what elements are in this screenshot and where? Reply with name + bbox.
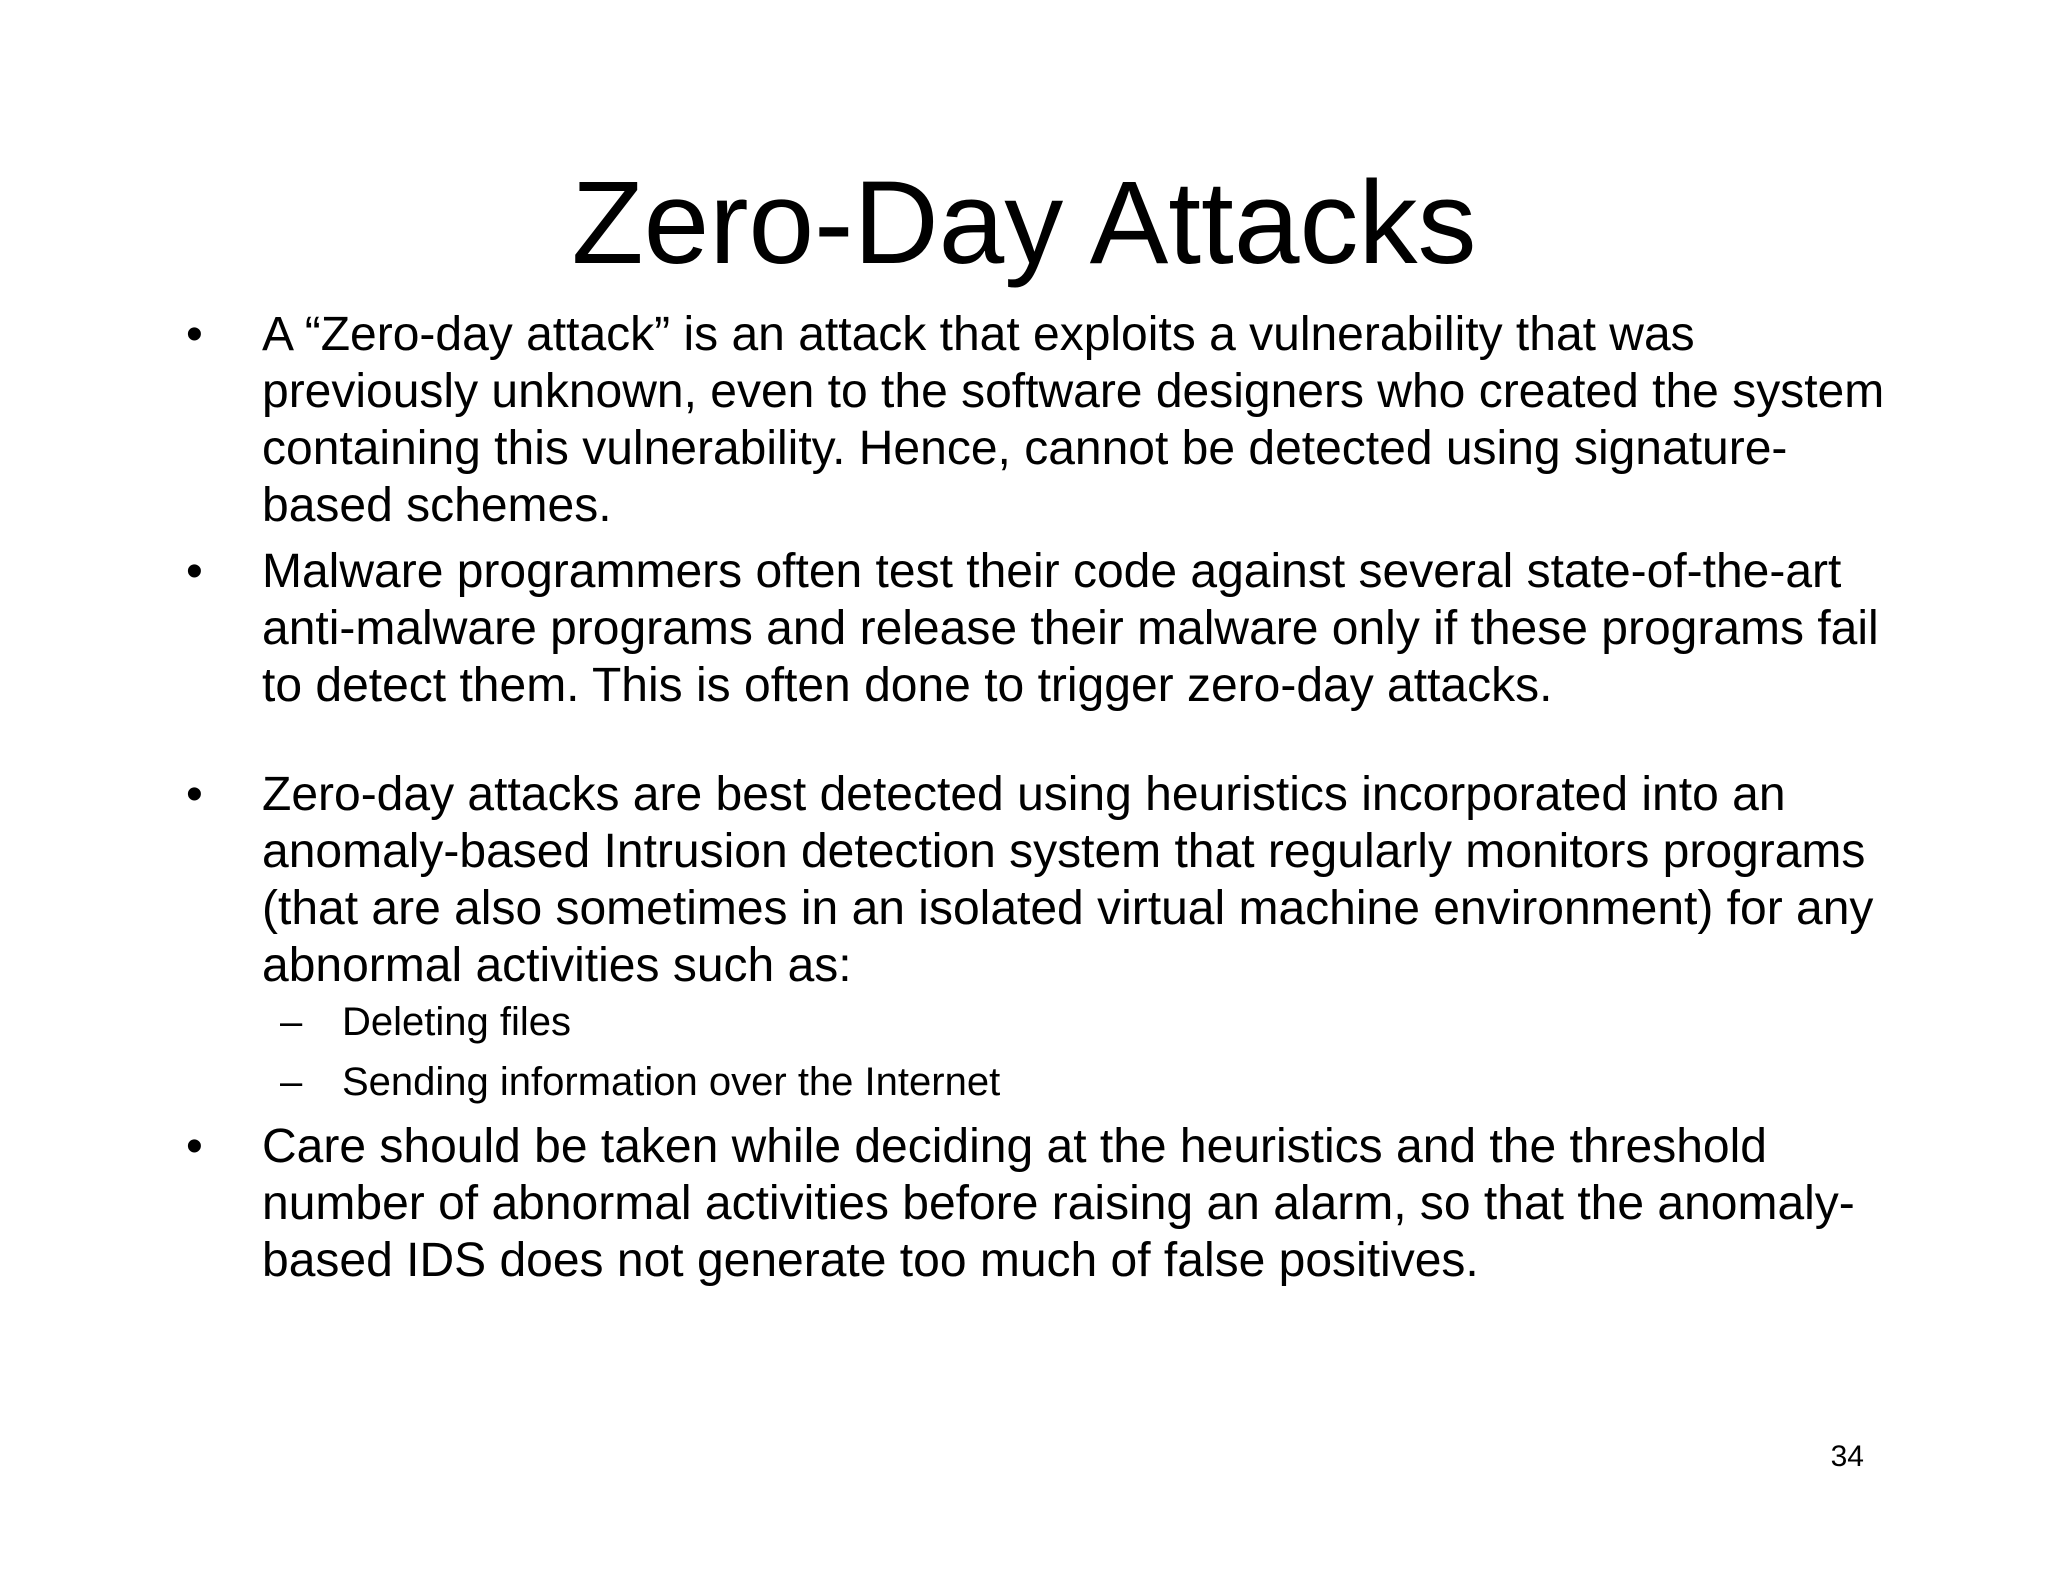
bullet-list bbox=[186, 306, 1902, 1298]
bullet-item-2 bbox=[186, 543, 1902, 714]
sub-bullet-marker: – bbox=[280, 1000, 303, 1044]
sub-bullet-marker: – bbox=[280, 1060, 303, 1104]
slide-title: Zero-Day Attacks bbox=[571, 157, 1477, 289]
sub-bullet-item-1 bbox=[280, 998, 1902, 1046]
bullet-item-4 bbox=[186, 1118, 1902, 1289]
bullet-marker: • bbox=[186, 768, 203, 821]
bullet-item-1 bbox=[186, 306, 1902, 534]
bullet-marker: • bbox=[186, 308, 203, 361]
bullet-text: Zero-day attacks are best detected using heuristics incorporated into an anomaly-based Intrusion detection system that regularly monitors programs (that are also sometimes in an isolated virtual machine environment) for any abnormal activities such as: bbox=[262, 768, 1874, 992]
sub-bullet-text: Sending information over the Internet bbox=[342, 1060, 1001, 1104]
bullet-marker: • bbox=[186, 545, 203, 598]
bullet-marker: • bbox=[186, 1120, 203, 1173]
bullet-item-3 bbox=[186, 766, 1902, 1106]
sub-bullet-list bbox=[262, 998, 1902, 1106]
bullet-text: A “Zero-day attack” is an attack that exploits a vulnerability that was previously unknown, even to the software designers who created the system containing this vulnerability. Hence, cannot be detected using signature-based schemes. bbox=[262, 308, 1885, 532]
sub-bullet-item-2 bbox=[280, 1058, 1902, 1106]
bullet-text: Care should be taken while deciding at the heuristics and the threshold number of abnormal activities before raising an alarm, so that the anomaly-based IDS does not generate too much of false positives. bbox=[262, 1120, 1855, 1287]
sub-bullet-text: Deleting files bbox=[342, 1000, 572, 1044]
page-number: 34 bbox=[1830, 1440, 1864, 1473]
bullet-text: Malware programmers often test their code against several state-of-the-art anti-malware programs and release their malware only if these programs fail to detect them. This is often done to trigger zero-day attacks. bbox=[262, 545, 1879, 712]
